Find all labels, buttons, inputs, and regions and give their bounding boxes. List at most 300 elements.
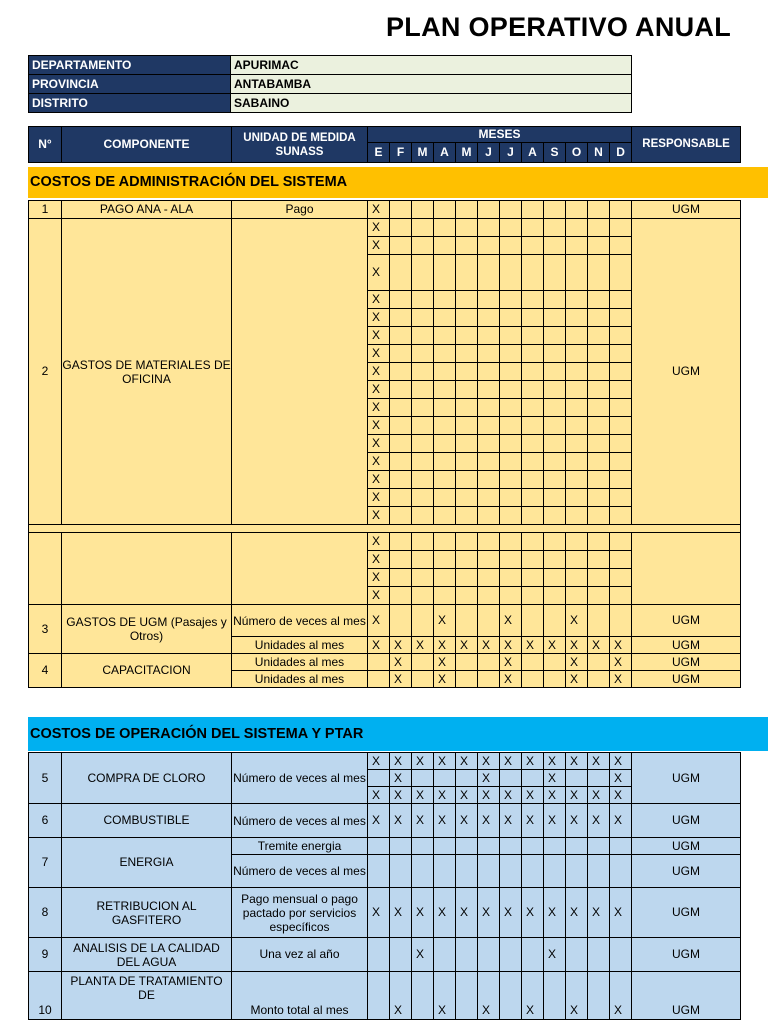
responsable-cell: UGM [632,654,741,671]
month-mark-cell: X [368,507,390,525]
month-mark-cell [434,327,456,345]
month-mark-cell [456,489,478,507]
month-mark-cell: X [390,770,412,787]
month-mark-cell [368,770,390,787]
month-mark-cell [412,671,434,688]
month-mark-cell: X [368,753,390,770]
month-mark-cell [390,399,412,417]
table-row [29,938,741,972]
month-mark-cell [500,551,522,569]
month-mark-cell [588,363,610,381]
month-mark-cell [566,255,588,291]
responsable-cell: UGM [632,938,741,972]
unit-cell: Unidades al mes [232,671,368,688]
month-mark-cell [588,345,610,363]
month-mark-cell [566,399,588,417]
month-mark-cell [412,309,434,327]
month-mark-cell: X [456,753,478,770]
month-mark-cell [456,255,478,291]
month-mark-cell: X [434,804,456,838]
month-mark-cell: X [368,551,390,569]
info-row [29,75,632,94]
month-mark-cell: X [390,787,412,804]
month-mark-cell [610,237,632,255]
month-mark-cell [390,855,412,888]
month-mark-cell [456,417,478,435]
unit-cell: Una vez al año [232,938,368,972]
month-mark-cell [500,587,522,605]
month-mark-cell [566,345,588,363]
month-mark-cell [500,237,522,255]
row-number: 10 [29,972,62,1020]
month-mark-cell: X [522,637,544,654]
month-header: J [478,143,500,163]
month-header: O [566,143,588,163]
month-mark-cell: X [456,787,478,804]
month-mark-cell: X [368,637,390,654]
month-mark-cell [566,327,588,345]
month-header: F [390,143,412,163]
month-mark-cell [522,201,544,219]
month-mark-cell [456,569,478,587]
month-mark-cell [412,569,434,587]
month-mark-cell [544,507,566,525]
month-mark-cell [588,309,610,327]
month-mark-cell [412,201,434,219]
month-mark-cell: X [478,770,500,787]
month-mark-cell [478,605,500,637]
month-mark-cell [478,201,500,219]
month-mark-cell [610,489,632,507]
month-mark-cell [456,435,478,453]
month-header: N [588,143,610,163]
month-mark-cell [500,569,522,587]
month-mark-cell [544,654,566,671]
month-mark-cell [588,587,610,605]
month-mark-cell [544,309,566,327]
month-mark-cell [412,471,434,489]
month-mark-cell [412,533,434,551]
month-mark-cell [412,291,434,309]
month-mark-cell: X [390,654,412,671]
responsable-cell: UGM [632,671,741,688]
month-mark-cell [588,237,610,255]
month-mark-cell [412,855,434,888]
row-number: 6 [29,804,62,838]
month-mark-cell [588,533,610,551]
month-mark-cell: X [566,804,588,838]
month-mark-cell [456,770,478,787]
component-cell: ENERGIA [62,838,232,888]
month-mark-cell: X [478,804,500,838]
month-mark-cell [610,938,632,972]
month-mark-cell [522,309,544,327]
month-mark-cell: X [566,888,588,938]
month-mark-cell [522,471,544,489]
month-mark-cell [412,654,434,671]
component-cell: GASTOS DE UGM (Pasajes y Otros) [62,605,232,654]
month-mark-cell [390,938,412,972]
info-value: APURIMAC [231,56,632,75]
month-mark-cell: X [412,888,434,938]
info-value: SABAINO [231,94,632,113]
month-mark-cell [522,838,544,855]
month-mark-cell [434,237,456,255]
month-mark-cell: X [478,753,500,770]
month-mark-cell [412,770,434,787]
month-mark-cell [478,654,500,671]
month-mark-cell [566,309,588,327]
month-mark-cell [390,551,412,569]
month-mark-cell: X [434,671,456,688]
month-mark-cell [478,489,500,507]
month-mark-cell [434,255,456,291]
table-row [29,525,741,533]
month-mark-cell: X [500,753,522,770]
month-mark-cell [522,770,544,787]
month-mark-cell [390,417,412,435]
month-mark-cell [588,972,610,1020]
month-mark-cell: X [368,533,390,551]
unit-cell: Pago mensual o pago pactado por servicios específicos [232,888,368,938]
month-mark-cell: X [368,489,390,507]
month-mark-cell: X [588,888,610,938]
month-mark-cell [610,435,632,453]
month-mark-cell [500,345,522,363]
month-mark-cell [566,587,588,605]
month-mark-cell [566,381,588,399]
month-mark-cell [610,219,632,237]
month-mark-cell: X [610,671,632,688]
month-mark-cell: X [368,309,390,327]
month-mark-cell [478,938,500,972]
month-mark-cell [434,381,456,399]
month-mark-cell: X [434,753,456,770]
month-header: M [412,143,434,163]
month-mark-cell [500,471,522,489]
month-mark-cell [456,219,478,237]
month-mark-cell [500,201,522,219]
month-mark-cell [456,938,478,972]
month-mark-cell [390,309,412,327]
month-mark-cell [522,587,544,605]
month-mark-cell [588,855,610,888]
location-table [28,55,632,113]
month-mark-cell: X [478,972,500,1020]
month-mark-cell: X [368,804,390,838]
month-mark-cell [610,838,632,855]
month-mark-cell [456,838,478,855]
month-mark-cell [500,533,522,551]
month-mark-cell [544,291,566,309]
month-mark-cell: X [544,770,566,787]
month-mark-cell [390,435,412,453]
responsable-cell: UGM [632,838,741,855]
month-mark-cell [368,671,390,688]
month-mark-cell [566,201,588,219]
month-mark-cell: X [478,888,500,938]
info-row [29,94,632,113]
unit-cell: Número de veces al mes [232,605,368,637]
month-mark-cell [434,399,456,417]
month-mark-cell [588,381,610,399]
month-mark-cell [434,417,456,435]
month-mark-cell: X [544,753,566,770]
month-mark-cell [522,938,544,972]
month-mark-cell: X [412,753,434,770]
unit-cell: Unidades al mes [232,654,368,671]
component-cell: PLANTA DE TRATAMIENTO DE [62,972,232,1020]
month-mark-cell [500,507,522,525]
month-mark-cell [544,417,566,435]
month-mark-cell [434,471,456,489]
month-mark-cell [522,551,544,569]
month-mark-cell: X [368,399,390,417]
month-mark-cell [610,855,632,888]
month-mark-cell [544,671,566,688]
month-mark-cell [610,605,632,637]
month-mark-cell [412,219,434,237]
month-mark-cell: X [434,972,456,1020]
table-row [29,753,741,770]
month-mark-cell [456,605,478,637]
month-mark-cell: X [566,637,588,654]
month-mark-cell [544,381,566,399]
month-mark-cell: X [500,637,522,654]
month-mark-cell [610,345,632,363]
month-mark-cell [456,671,478,688]
month-mark-cell [456,507,478,525]
month-mark-cell: X [500,804,522,838]
header-unidad: UNIDAD DE MEDIDA SUNASS [232,127,368,163]
month-mark-cell [390,201,412,219]
month-mark-cell: X [588,804,610,838]
month-mark-cell [544,327,566,345]
month-mark-cell: X [368,327,390,345]
month-mark-cell [522,654,544,671]
month-header: M [456,143,478,163]
month-mark-cell: X [522,787,544,804]
month-mark-cell [478,399,500,417]
month-mark-cell: X [368,219,390,237]
month-mark-cell [412,489,434,507]
section-title-administracion: COSTOS DE ADMINISTRACIÓN DEL SISTEMA [28,167,768,198]
unit-cell: Unidades al mes [232,637,368,654]
month-mark-cell [588,255,610,291]
month-mark-cell [456,972,478,1020]
month-mark-cell [566,533,588,551]
row-number: 1 [29,201,62,219]
unit-cell: Tremite energia [232,838,368,855]
component-cell: COMBUSTIBLE [62,804,232,838]
month-mark-cell: X [434,654,456,671]
month-mark-cell [478,345,500,363]
unit-cell [232,533,368,605]
unit-cell: Monto total al mes [232,972,368,1020]
responsable-cell: UGM [632,888,741,938]
month-mark-cell [500,255,522,291]
month-mark-cell [610,551,632,569]
month-mark-cell [456,587,478,605]
month-mark-cell: X [368,201,390,219]
month-mark-cell: X [566,605,588,637]
month-mark-cell: X [522,804,544,838]
month-mark-cell [456,345,478,363]
component-cell: PAGO ANA - ALA [62,201,232,219]
month-mark-cell [478,255,500,291]
month-mark-cell [500,417,522,435]
month-mark-cell [456,237,478,255]
month-mark-cell: X [500,654,522,671]
month-mark-cell [566,855,588,888]
month-mark-cell: X [390,888,412,938]
month-mark-cell [544,399,566,417]
month-mark-cell [390,327,412,345]
month-mark-cell [610,417,632,435]
month-mark-cell [390,345,412,363]
month-mark-cell [588,569,610,587]
month-header: E [368,143,390,163]
month-mark-cell [434,551,456,569]
month-mark-cell [610,363,632,381]
month-mark-cell [390,533,412,551]
month-mark-cell [390,453,412,471]
info-row [29,56,632,75]
month-mark-cell [478,453,500,471]
month-mark-cell [522,291,544,309]
header-meses: MESES [368,127,632,143]
month-mark-cell [610,533,632,551]
month-mark-cell [434,533,456,551]
month-mark-cell [456,471,478,489]
responsable-cell: UGM [632,219,741,525]
month-mark-cell: X [588,787,610,804]
month-mark-cell [500,327,522,345]
component-cell: RETRIBUCION AL GASFITERO [62,888,232,938]
month-mark-cell [588,605,610,637]
month-mark-cell [544,219,566,237]
month-mark-cell [456,309,478,327]
month-mark-cell [412,605,434,637]
month-mark-cell [588,327,610,345]
month-mark-cell [434,489,456,507]
month-mark-cell: X [566,787,588,804]
month-mark-cell [544,489,566,507]
month-mark-cell [456,381,478,399]
month-mark-cell [478,435,500,453]
table-row [29,654,741,671]
month-mark-cell [522,453,544,471]
month-mark-cell [522,363,544,381]
month-mark-cell [566,471,588,489]
month-mark-cell [544,569,566,587]
month-mark-cell [544,838,566,855]
month-mark-cell [368,855,390,888]
month-mark-cell: X [368,787,390,804]
month-mark-cell [610,507,632,525]
row-number [29,533,62,605]
month-mark-cell [478,471,500,489]
month-mark-cell: X [368,471,390,489]
month-mark-cell [412,507,434,525]
month-mark-cell [500,309,522,327]
month-mark-cell: X [588,637,610,654]
month-mark-cell: X [412,787,434,804]
month-mark-cell: X [544,888,566,938]
month-mark-cell [544,855,566,888]
month-mark-cell [588,417,610,435]
month-mark-cell [456,291,478,309]
table-row [29,605,741,637]
unit-cell: Pago [232,201,368,219]
month-mark-cell: X [368,255,390,291]
month-mark-cell [478,237,500,255]
month-mark-cell [368,972,390,1020]
month-mark-cell: X [544,637,566,654]
month-mark-cell: X [368,291,390,309]
month-mark-cell [566,569,588,587]
month-mark-cell [522,569,544,587]
month-mark-cell [390,219,412,237]
month-mark-cell: X [368,381,390,399]
table-row [29,804,741,838]
responsable-cell [632,533,741,605]
month-header: D [610,143,632,163]
month-mark-cell: X [610,888,632,938]
month-mark-cell [412,972,434,1020]
month-mark-cell [434,507,456,525]
month-mark-cell [500,363,522,381]
month-mark-cell: X [478,787,500,804]
info-key: PROVINCIA [29,75,231,94]
month-mark-cell: X [610,770,632,787]
month-mark-cell [390,255,412,291]
month-mark-cell [478,855,500,888]
month-mark-cell: X [368,237,390,255]
month-mark-cell [610,453,632,471]
row-number: 5 [29,753,62,804]
month-mark-cell [588,770,610,787]
month-mark-cell [478,569,500,587]
unit-cell: Número de veces al mes [232,753,368,804]
month-mark-cell [544,587,566,605]
administracion-table [28,200,741,688]
month-mark-cell [434,291,456,309]
month-mark-cell: X [434,605,456,637]
month-mark-cell [566,770,588,787]
month-mark-cell [434,345,456,363]
month-mark-cell [434,855,456,888]
responsable-cell: UGM [632,972,741,1020]
month-mark-cell [390,471,412,489]
month-mark-cell [588,399,610,417]
month-mark-cell [412,363,434,381]
month-mark-cell [434,938,456,972]
month-mark-cell [588,654,610,671]
month-mark-cell: X [610,804,632,838]
month-mark-cell [390,605,412,637]
responsable-cell: UGM [632,855,741,888]
month-mark-cell [412,453,434,471]
month-mark-cell [610,399,632,417]
month-mark-cell [588,435,610,453]
unit-cell [232,219,368,525]
month-mark-cell [412,237,434,255]
month-mark-cell [610,327,632,345]
month-mark-cell [478,533,500,551]
month-mark-cell [544,972,566,1020]
month-mark-cell [500,453,522,471]
